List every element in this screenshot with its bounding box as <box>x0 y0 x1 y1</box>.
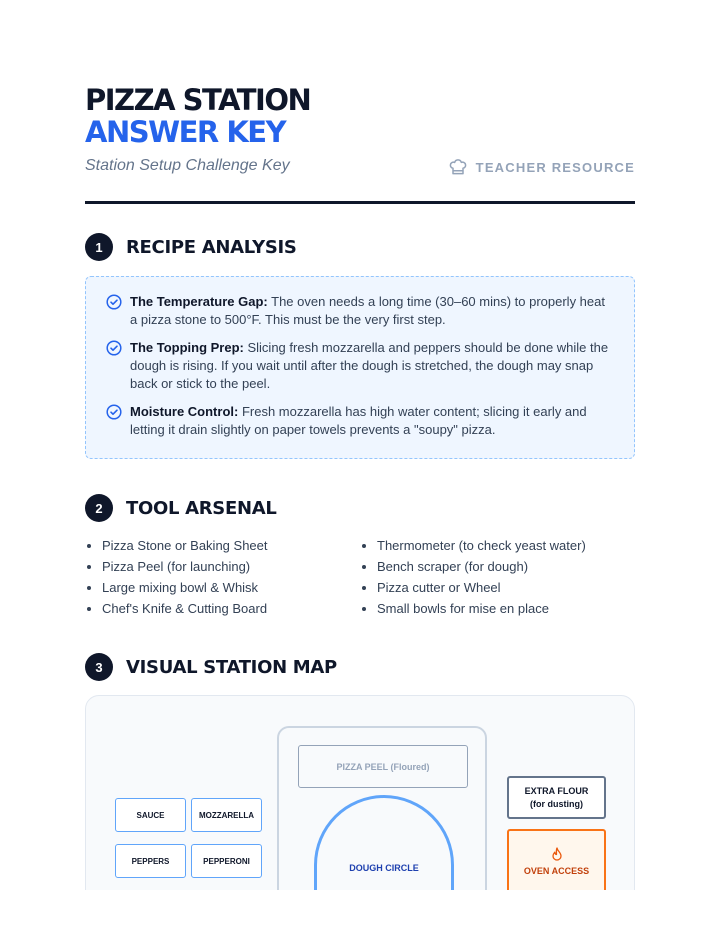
teacher-resource-badge <box>448 157 635 177</box>
oven-access-zone <box>507 829 606 890</box>
title-line-1: PIZZA STATION <box>85 83 311 117</box>
extra-flour-note: (for dusting) <box>530 798 583 809</box>
page-title <box>85 84 310 148</box>
section-visual-station-map <box>85 653 337 681</box>
section-number: 3 <box>85 653 113 681</box>
analysis-term: The Topping Prep: <box>130 340 244 355</box>
analysis-body: Fresh mozzarella has high water content; slicing it early and letting it drain slightly on paper towels prevents a "soupy" pizza. <box>130 404 587 437</box>
analysis-text <box>130 403 614 439</box>
analysis-body: The oven needs a long time (30–60 mins) to properly heat a pizza stone to 500°F. This must be the very first step. <box>130 294 605 327</box>
list-item: Small bowls for mise en place <box>360 598 635 619</box>
section-number: 1 <box>85 233 113 261</box>
extra-flour-label: EXTRA FLOUR <box>524 785 589 796</box>
extra-flour-zone <box>507 776 606 819</box>
dough-circle-label: DOUGH CIRCLE <box>349 863 419 873</box>
list-item: Bench scraper (for dough) <box>360 556 635 577</box>
page-subtitle: Station Setup Challenge Key <box>85 157 290 174</box>
section-tool-arsenal <box>85 494 277 522</box>
pizza-peel-zone: PIZZA PEEL (Floured) <box>298 745 468 788</box>
title-line-2: ANSWER KEY <box>85 115 286 149</box>
analysis-term: The Temperature Gap: <box>130 294 268 309</box>
list-item: Large mixing bowl & Whisk <box>85 577 360 598</box>
tool-list-right <box>360 535 635 619</box>
analysis-body: Slicing fresh mozzarella and peppers should be done while the dough is rising. If you wait until after the dough is stretched, the dough may snap back or stick to the peel. <box>130 340 609 391</box>
analysis-term: Moisture Control: <box>130 404 239 419</box>
check-circle-icon <box>106 340 122 356</box>
tool-list <box>85 535 635 619</box>
ingredient-pepperoni: PEPPERONI <box>191 844 262 878</box>
list-item: Pizza Stone or Baking Sheet <box>85 535 360 556</box>
header-divider <box>85 201 635 204</box>
station-map <box>85 695 635 890</box>
section-title: RECIPE ANALYSIS <box>126 236 297 258</box>
analysis-text <box>130 339 614 393</box>
flame-icon <box>551 847 563 861</box>
ingredient-peppers: PEPPERS <box>115 844 186 878</box>
section-number: 2 <box>85 494 113 522</box>
section-title: TOOL ARSENAL <box>126 497 277 519</box>
section-recipe-analysis <box>85 233 297 261</box>
answer-key-page <box>85 0 635 890</box>
analysis-item <box>106 339 614 393</box>
ingredient-sauce: SAUCE <box>115 798 186 832</box>
check-circle-icon <box>106 404 122 420</box>
analysis-item <box>106 293 614 329</box>
list-item: Pizza cutter or Wheel <box>360 577 635 598</box>
check-circle-icon <box>106 294 122 310</box>
tool-list-left <box>85 535 360 619</box>
dough-circle-zone <box>314 795 454 890</box>
list-item: Thermometer (to check yeast water) <box>360 535 635 556</box>
ingredient-mozzarella: MOZZARELLA <box>191 798 262 832</box>
chef-hat-icon <box>448 157 468 177</box>
teacher-resource-label: TEACHER RESOURCE <box>475 159 635 175</box>
list-item: Pizza Peel (for launching) <box>85 556 360 577</box>
recipe-analysis-box <box>85 276 635 459</box>
analysis-text <box>130 293 614 329</box>
analysis-item <box>106 403 614 439</box>
oven-access-label: OVEN ACCESS <box>523 865 590 876</box>
list-item: Chef's Knife & Cutting Board <box>85 598 360 619</box>
section-title: VISUAL STATION MAP <box>126 656 337 678</box>
work-surface <box>277 726 487 890</box>
